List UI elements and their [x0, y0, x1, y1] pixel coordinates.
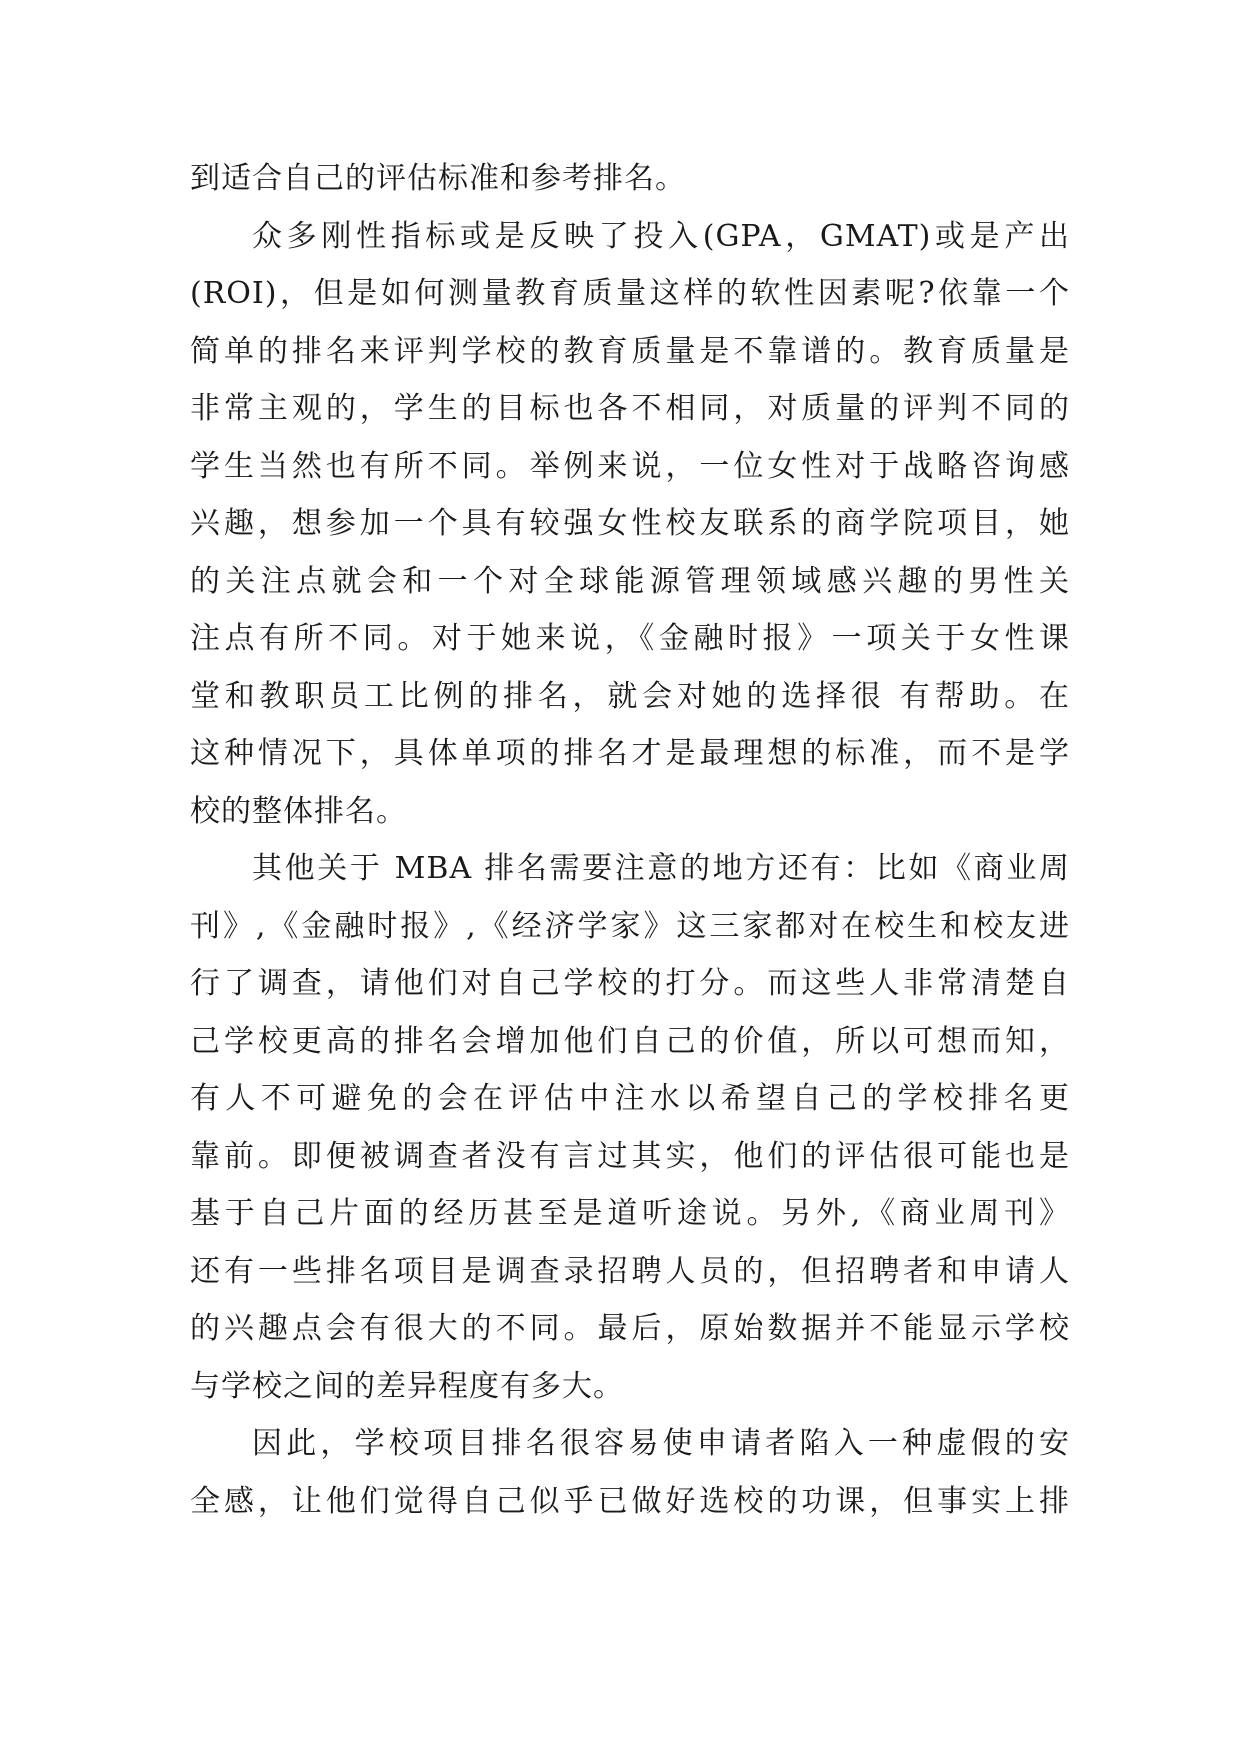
text-line: (ROI)，但是如何测量教育质量这样的软性因素呢?依靠一个 — [190, 276, 1070, 311]
text-line: 众多刚性指标或是反映了投入(GPA，GMAT)或是产出 — [252, 218, 1070, 254]
text-line: 非常主观的，学生的目标也各不相同，对质量的评判不同的 — [190, 391, 1070, 426]
text-line: 刊》,《金融时报》,《经济学家》这三家都对在校生和校友进 — [190, 908, 1070, 944]
text-line: 基于自己片面的经历甚至是道听途说。另外,《商业周刊》 — [190, 1196, 1070, 1231]
text-line: 因此，学校项目排名很容易使申请者陷入一种虚假的安 — [252, 1426, 1070, 1461]
text-line: 简单的排名来评判学校的教育质量是不靠谱的。教育质量是 — [190, 333, 1070, 369]
text-line: 这种情况下，具体单项的排名才是最理想的标准，而不是学 — [190, 736, 1070, 771]
text-line: 注点有所不同。对于她来说，《金融时报》一项关于女性课 — [190, 621, 1070, 656]
text-line: 校的整体排名。 — [190, 793, 407, 829]
text-line: 堂和教职员工比例的排名，就会对她的选择很 有帮助。在 — [190, 678, 1070, 714]
text-line: 己学校更高的排名会增加他们自己的价值，所以可想而知， — [190, 1023, 1070, 1059]
text-line: 兴趣，想参加一个具有较强女性校友联系的商学院项目，她 — [190, 506, 1070, 541]
text-line: 其他关于 MBA 排名需要注意的地方还有：比如《商业周 — [252, 851, 1070, 886]
text-line: 学生当然也有所不同。举例来说，一位女性对于战略咨询感 — [190, 448, 1070, 484]
text-line: 还有一些排名项目是调查录招聘人员的，但招聘者和申请人 — [190, 1253, 1070, 1289]
text-line: 有人不可避免的会在评估中注水以希望自己的学校排名更 — [190, 1081, 1070, 1116]
text-line: 与学校之间的差异程度有多大。 — [190, 1368, 624, 1404]
text-line: 行了调查，请他们对自己学校的打分。而这些人非常清楚自 — [190, 966, 1070, 1001]
text-line: 的关注点就会和一个对全球能源管理领域感兴趣的男性关 — [190, 563, 1070, 599]
text-line: 到适合自己的评估标准和参考排名。 — [190, 161, 686, 196]
text-line: 的兴趣点会有很大的不同。最后，原始数据并不能显示学校 — [190, 1311, 1070, 1346]
body-text — [190, 150, 1070, 1530]
text-line: 全感，让他们觉得自己似乎已做好选校的功课，但事实上排 — [190, 1483, 1070, 1519]
text-line: 靠前。即便被调查者没有言过其实，他们的评估很可能也是 — [190, 1138, 1070, 1174]
